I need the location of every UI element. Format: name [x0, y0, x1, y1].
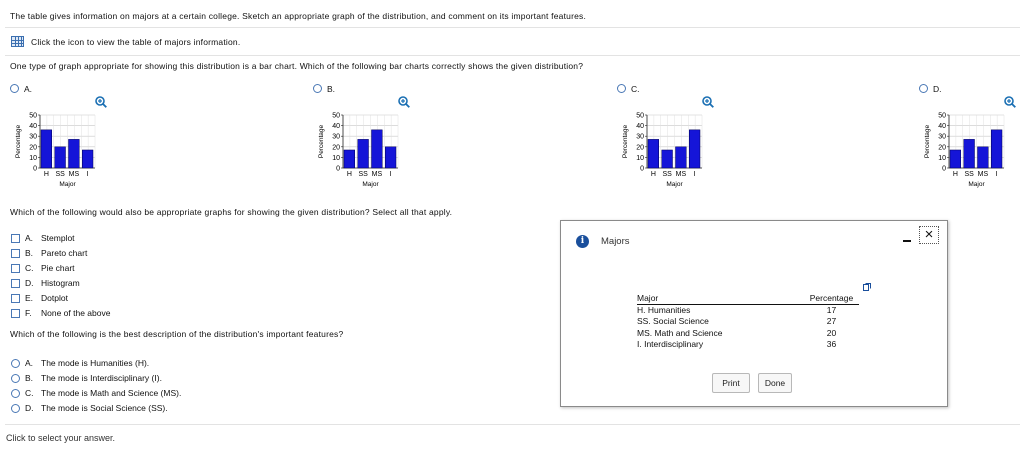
header-major: Major — [637, 293, 659, 303]
major-percentage: 36 — [826, 339, 837, 349]
part3-option-label[interactable]: The mode is Interdisciplinary (I). — [41, 373, 162, 383]
bar-chart — [613, 110, 713, 190]
part2-option-letter: E. — [25, 293, 34, 303]
part2-checkbox-a[interactable] — [11, 234, 20, 243]
x-tick-label: I — [995, 171, 998, 178]
part3-option-letter: D. — [25, 403, 34, 413]
x-tick-label: MS — [371, 171, 383, 178]
part1-option-letter: C. — [631, 84, 640, 94]
bar-H — [950, 150, 961, 168]
y-tick-label: 40 — [332, 123, 340, 131]
done-button[interactable]: Done — [758, 373, 792, 393]
y-tick-label: 20 — [636, 144, 644, 152]
major-name: I. Interdisciplinary — [637, 339, 704, 349]
part2-option-letter: A. — [25, 233, 34, 243]
minimize-button[interactable] — [903, 240, 911, 242]
y-tick-label: 0 — [336, 165, 340, 173]
x-axis-label: Major — [666, 181, 683, 188]
part1-prompt: One type of graph appropriate for showing this distribution is a bar chart. Which of the following bar charts correctly shows the given distribution? — [10, 61, 584, 71]
dialog-title: Majors — [601, 236, 630, 247]
table-row — [637, 328, 859, 340]
part3-radio-d[interactable] — [11, 404, 20, 413]
y-tick-label: 40 — [29, 123, 37, 131]
part3-option-letter: A. — [25, 358, 34, 368]
x-tick-label: I — [693, 171, 696, 178]
x-tick-label: SS — [55, 171, 65, 178]
x-tick-label: H — [952, 171, 958, 178]
bar-I — [991, 130, 1002, 168]
part3-option-letter: B. — [25, 373, 34, 383]
major-percentage: 27 — [826, 316, 837, 326]
y-tick-label: 50 — [29, 112, 37, 120]
part3-radio-c[interactable] — [11, 389, 20, 398]
part3-prompt: Which of the following is the best description of the distribution's important features? — [10, 329, 344, 339]
part2-option-label[interactable]: Stemplot — [41, 233, 75, 243]
y-tick-label: 50 — [938, 112, 946, 120]
x-tick-label: MS — [68, 171, 80, 178]
bar-SS — [964, 139, 975, 168]
close-button[interactable]: × — [919, 226, 939, 244]
x-tick-label: MS — [977, 171, 989, 178]
x-tick-label: MS — [675, 171, 687, 178]
part2-option-label[interactable]: Pie chart — [41, 263, 75, 273]
part2-option-label[interactable]: Histogram — [41, 278, 80, 288]
y-tick-label: 10 — [938, 154, 946, 162]
part1-option-letter: B. — [327, 84, 336, 94]
question-prompt: The table gives information on majors at a certain college. Sketch an appropriate graph of the distribution, and comment on its important features. — [10, 11, 587, 21]
table-row — [637, 305, 859, 317]
y-tick-label: 0 — [640, 165, 644, 173]
y-tick-label: 30 — [29, 133, 37, 141]
part2-option-label[interactable]: Pareto chart — [41, 248, 88, 258]
print-button[interactable]: Print — [712, 373, 750, 393]
y-axis-label: Percentage — [924, 124, 931, 159]
y-tick-label: 0 — [33, 165, 37, 173]
part2-option-letter: D. — [25, 278, 34, 288]
part1-option-letter: D. — [933, 84, 942, 94]
copy-icon[interactable] — [863, 283, 871, 291]
part2-option-letter: B. — [25, 248, 34, 258]
bar-I — [385, 147, 396, 168]
x-axis-label: Major — [362, 181, 379, 188]
y-axis-label: Percentage — [318, 124, 325, 159]
bar-H — [344, 150, 355, 168]
majors-table — [637, 293, 859, 351]
y-tick-label: 30 — [332, 133, 340, 141]
bar-MS — [372, 130, 383, 168]
y-tick-label: 0 — [942, 165, 946, 173]
y-tick-label: 40 — [938, 123, 946, 131]
zoom-icon[interactable] — [1004, 96, 1016, 108]
x-tick-label: H — [346, 171, 352, 178]
y-tick-label: 40 — [636, 123, 644, 131]
part3-radio-b[interactable] — [11, 374, 20, 383]
major-name: H. Humanities — [637, 304, 691, 315]
header-percentage: Percentage — [809, 293, 854, 303]
part3-option-label[interactable]: The mode is Humanities (H). — [41, 358, 150, 368]
zoom-icon[interactable] — [95, 96, 107, 108]
part2-option-label[interactable]: None of the above — [41, 308, 111, 318]
table-row — [637, 316, 859, 328]
x-tick-label: H — [43, 171, 49, 178]
x-tick-label: H — [650, 171, 656, 178]
part3-option-label[interactable]: The mode is Math and Science (MS). — [41, 388, 182, 398]
bar-MS — [676, 147, 687, 168]
y-tick-label: 20 — [938, 144, 946, 152]
part2-checkbox-d[interactable] — [11, 279, 20, 288]
bar-I — [689, 130, 700, 168]
bar-SS — [358, 139, 369, 168]
part1-radio-a[interactable] — [10, 84, 19, 93]
bar-SS — [662, 150, 673, 168]
x-axis-label: Major — [968, 181, 985, 188]
y-tick-label: 20 — [29, 144, 37, 152]
part2-option-letter: C. — [25, 263, 34, 273]
part2-checkbox-c[interactable] — [11, 264, 20, 273]
y-tick-label: 10 — [636, 154, 644, 162]
y-tick-label: 10 — [332, 154, 340, 162]
part1-radio-d[interactable] — [919, 84, 928, 93]
x-tick-label: SS — [662, 171, 672, 178]
x-tick-label: I — [389, 171, 392, 178]
part1-radio-b[interactable] — [313, 84, 322, 93]
part2-checkbox-f[interactable] — [11, 309, 20, 318]
part1-radio-c[interactable] — [617, 84, 626, 93]
y-tick-label: 20 — [332, 144, 340, 152]
bar-MS — [978, 147, 989, 168]
table-header — [637, 293, 859, 305]
zoom-icon[interactable] — [702, 96, 714, 108]
bar-MS — [69, 139, 80, 168]
major-percentage: 20 — [826, 327, 837, 338]
part3-option-letter: C. — [25, 388, 34, 398]
bar-I — [82, 150, 93, 168]
part2-prompt: Which of the following would also be appropriate graphs for showing the given distribution? Select all that apply. — [10, 207, 453, 217]
bar-chart — [309, 110, 409, 190]
x-tick-label: SS — [358, 171, 368, 178]
x-tick-label: SS — [964, 171, 974, 178]
zoom-icon[interactable] — [398, 96, 410, 108]
bar-chart — [915, 110, 1015, 190]
info-icon: i — [576, 235, 589, 248]
table-row — [637, 339, 859, 351]
footer-hint: Click to select your answer. — [6, 433, 116, 443]
bar-H — [41, 130, 52, 168]
divider — [5, 55, 1020, 56]
divider — [5, 27, 1020, 28]
part3-option-label[interactable]: The mode is Social Science (SS). — [41, 403, 168, 413]
table-link[interactable]: Click the icon to view the table of majors information. — [31, 37, 241, 47]
y-tick-label: 50 — [636, 112, 644, 120]
majors-dialog — [560, 220, 948, 407]
major-name: MS. Math and Science — [637, 327, 723, 338]
y-axis-label: Percentage — [622, 124, 629, 159]
x-axis-label: Major — [59, 181, 76, 188]
y-tick-label: 50 — [332, 112, 340, 120]
table-icon[interactable] — [11, 36, 24, 47]
major-name: SS. Social Science — [637, 316, 709, 326]
major-percentage: 17 — [826, 304, 837, 315]
part2-option-label[interactable]: Dotplot — [41, 293, 68, 303]
divider — [5, 424, 1020, 425]
part2-checkbox-e[interactable] — [11, 294, 20, 303]
bar-SS — [55, 147, 66, 168]
y-tick-label: 10 — [29, 154, 37, 162]
y-tick-label: 30 — [938, 133, 946, 141]
bar-H — [648, 139, 659, 168]
part2-checkbox-b[interactable] — [11, 249, 20, 258]
part3-radio-a[interactable] — [11, 359, 20, 368]
part1-option-letter: A. — [24, 84, 33, 94]
y-axis-label: Percentage — [15, 124, 22, 159]
x-tick-label: I — [86, 171, 89, 178]
part2-option-letter: F. — [25, 308, 32, 318]
y-tick-label: 30 — [636, 133, 644, 141]
bar-chart — [6, 110, 106, 190]
